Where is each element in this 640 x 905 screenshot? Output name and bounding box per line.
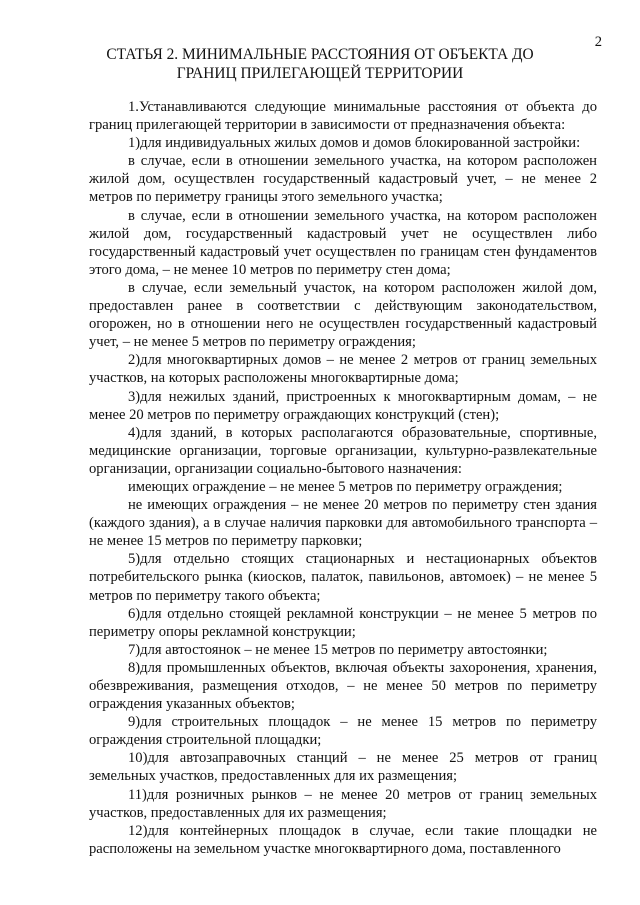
paragraph-item-9: 9)для строительных площадок – не менее 15 метров по периметру ограждения строительной площадки; [89,714,597,749]
paragraph-item-1-case-a: в случае, если в отношении земельного участка, на котором расположен жилой дом, осуществлен государственный кадастровый учет, – не менее 2 метров по периметру границы этого земельного участка; [89,153,597,206]
paragraph-item-8: 8)для промышленных объектов, включая объекты захоронения, хранения, обезвреживания, размещения отходов, – не менее 50 метров по периметру ограждения указанных объектов; [89,659,597,713]
paragraph-item-4-fenced: имеющих ограждение – не менее 5 метров по периметру ограждения; [128,478,563,495]
paragraph-item-10: 10)для автозаправочных станций – не менее 25 метров от границ земельных участков, предоставленных для их размещения; [89,750,597,785]
paragraph-item-5: 5)для отдельно стоящих стационарных и нестационарных объектов потребительского рынка (киосков, палаток, павильонов, автомоек) – не менее 5 метров по периметру такого объекта; [89,551,597,604]
paragraph-item-1: 1)для индивидуальных жилых домов и домов блокированной застройки: [128,135,581,152]
paragraph-item-4: 4)для зданий, в которых располагаются образовательные, спортивные, медицинские организации, торговые организации, культурно-развлекательные организации, организации социально-бытового назначения: [89,424,597,477]
paragraph-item-11: 11)для розничных рынков – не менее 20 метров от границ земельных участков, предоставленных для их размещения; [89,786,597,821]
article-title: СТАТЬЯ 2. МИНИМАЛЬНЫЕ РАССТОЯНИЯ ОТ ОБЪЕКТА ДО ГРАНИЦ ПРИЛЕГАЮЩЕЙ ТЕРРИТОРИИ [106,46,534,82]
paragraph-item-3: 3)для нежилых зданий, пристроенных к многоквартирным домам, – не менее 20 метров по периметру ограждающих конструкций (стен); [89,388,597,423]
paragraph-item-1-case-c: в случае, если земельный участок, на котором расположен жилой дом, предоставлен ранее в соответствии с действующим законодательством, огорожен, но в отношении него не осуществлен государственный кадастровый учет, – не менее 5 метров по периметру ограждения; [89,279,597,351]
paragraph-item-2: 2)для многоквартирных домов – не менее 2 метров от границ земельных участков, на которых расположены многоквартирные дома; [89,352,597,387]
paragraph-item-12: 12)для контейнерных площадок в случае, если такие площадки не расположены на земельном участке многоквартирного дома, поставленного [89,822,597,857]
page-number: 2 [594,34,602,50]
paragraph-item-1-case-b: в случае, если в отношении земельного участка, на котором расположен жилой дом, государственный кадастровый учет не осуществлен либо государственный кадастровый учет осуществлен по границам стен фундаментов этого дома, – не менее 10 метров по периметру стен дома; [89,207,597,278]
paragraph-item-4-unfenced: не имеющих ограждения – не менее 20 метров по периметру стен здания (каждого здания), а в случае наличия парковки для автомобильного транспорта – не менее 15 метров по периметру парковки; [89,497,597,550]
paragraph-item-7: 7)для автостоянок – не менее 15 метров по периметру автостоянки; [128,641,548,658]
document-body [89,98,597,858]
paragraph-item-6: 6)для отдельно стоящей рекламной конструкции – не менее 5 метров по периметру опоры рекламной конструкции; [89,605,597,640]
paragraph-clause-1-intro: 1.Устанавливаются следующие минимальные расстояния от объекта до границ прилегающей территории в зависимости от предназначения объекта: [89,99,597,134]
